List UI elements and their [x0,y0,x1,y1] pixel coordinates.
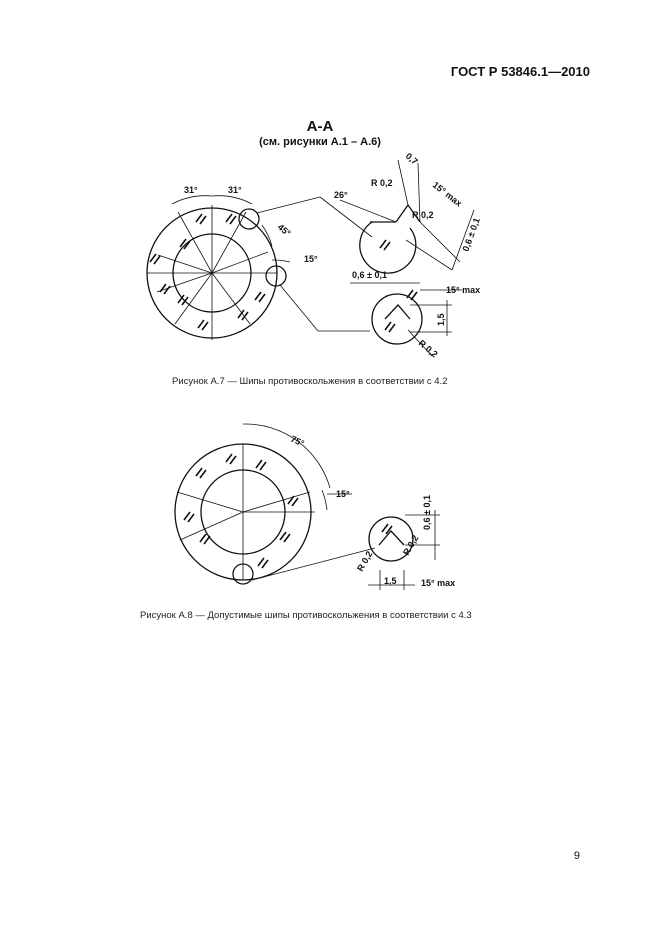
standard-number: ГОСТ Р 53846.1—2010 [450,64,590,79]
label-15: 15° [304,254,318,264]
a8-label-15: 15° [336,489,350,499]
label-r02-mid: R 0,2 [412,210,434,220]
label-31-left: 31° [184,185,198,195]
a8-label-15max: 15° max [421,578,456,588]
page-number: 9 [573,850,580,862]
label-r02-top: R 0,2 [371,178,393,188]
label-06-horiz: 0,6 ± 0,1 [352,270,387,280]
a8-label-r02-left: R 0,2 [355,549,375,573]
a8-label-1-5: 1,5 [384,576,397,586]
figure-a8-caption: Рисунок А.8 — Допустимые шипы противоскольжения в соответствии с 4.3 [140,610,472,621]
label-06-vert: 0,6 ± 0,1 [460,216,482,253]
section-subtitle: (см. рисунки А.1 – А.6) [259,136,381,148]
section-title: А-А [306,118,334,135]
label-r02-low: R 0,2 [416,337,440,360]
label-1-5: 1,5 [436,313,446,326]
a8-label-r02-right: R 0,2 [401,533,421,557]
label-26: 26° [334,190,348,200]
label-45: 45° [275,221,293,239]
label-15max-top: 15° max [430,179,464,209]
label-15max-low: 15° max [446,285,481,295]
a8-label-75: 75° [289,433,306,449]
label-31-right: 31° [228,185,242,195]
figure-a7-caption: Рисунок А.7 — Шипы противоскольжения в соответствии с 4.2 [172,376,448,387]
label-07: 0,7 [403,150,420,167]
a8-label-06: 0,6 ± 0,1 [422,495,432,530]
